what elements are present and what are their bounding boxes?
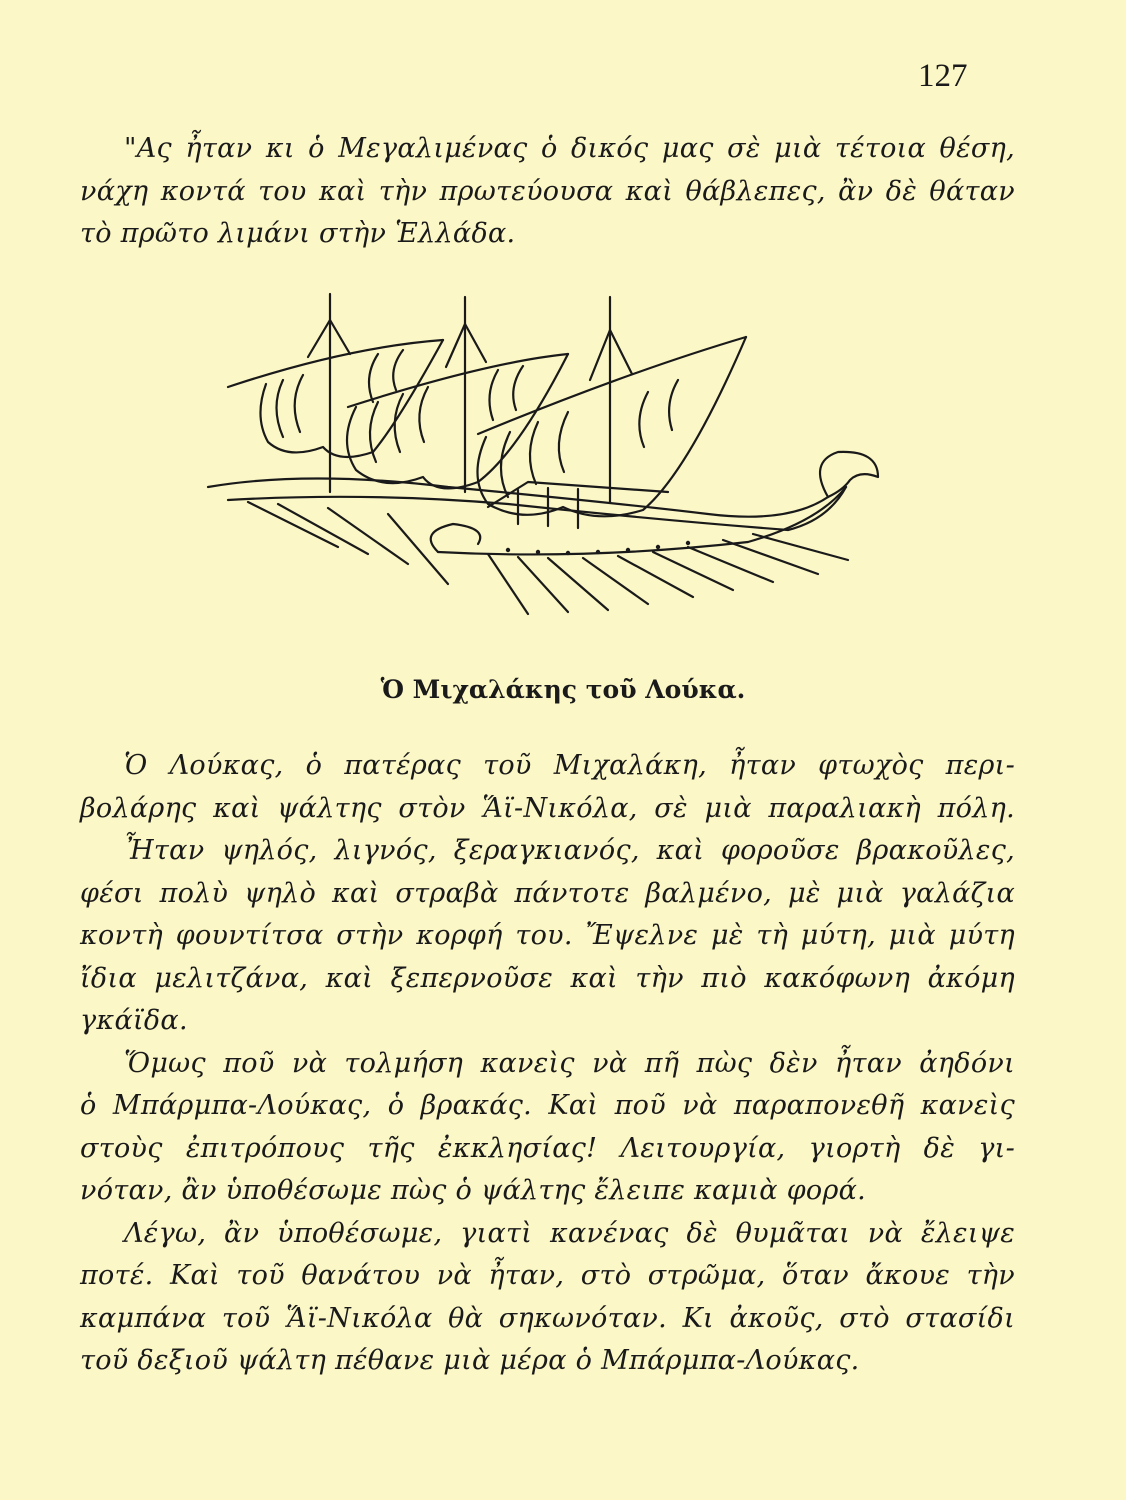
illustration-caption: Ὁ Μιχαλάκης τοῦ Λούκα. <box>380 675 746 704</box>
text-line: ὁ Μπάρμπα-Λούκας, ὁ βρακάς. Καὶ ποῦ νὰ παραπονεθῆ κανεὶς <box>80 1090 1015 1121</box>
text-line: "Ας ἦταν κι ὁ Μεγαλιμένας ὁ δικός μας σὲ μιὰ τέτοια θέση, <box>124 133 1015 164</box>
page-number: 127 <box>918 58 968 94</box>
text-line: κοντὴ φουντίτσα στὴν κορφή του. Ἔψελνε μὲ τὴ μύτη, μιὰ μύτη <box>80 920 1015 951</box>
text-line: καμπάνα τοῦ Ἅϊ-Νικόλα θὰ σηκωνόταν. Κι ἀκοῦς, στὸ στασίδι <box>80 1302 1015 1334</box>
text-line: ποτέ. Καὶ τοῦ θανάτου νὰ ἦταν, στὸ στρῶμα, ὅταν ἄκουε τὴν <box>80 1260 1015 1291</box>
text-line: τοῦ δεξιοῦ ψάλτη πέθανε μιὰ μέρα ὁ Μπάρμπα-Λούκας. <box>80 1345 860 1376</box>
text-line: Ὁ Λούκας, ὁ πατέρας τοῦ Μιχαλάκη, ἦταν φτωχὸς περι- <box>124 750 1015 781</box>
text-line: Ὅμως ποῦ νὰ τολμήση κανεὶς νὰ πῆ πὼς δὲν ἦταν ἀηδόνι <box>124 1047 1015 1079</box>
text-line: γκάϊδα. <box>80 1005 188 1036</box>
galley-ship-illustration <box>188 292 888 642</box>
intro-paragraph <box>80 128 1015 256</box>
text-line: νόταν, ἂν ὑποθέσωμε πὼς ὁ ψάλτης ἔλειπε καμιὰ φορά. <box>80 1175 867 1206</box>
text-line: Ἦταν ψηλός, λιγνός, ξεραγκιανός, καὶ φοροῦσε βρακοῦλες, <box>124 835 1015 866</box>
text-line: τὸ πρῶτο λιμάνι στὴν Ἑλλάδα. <box>80 218 516 249</box>
text-line: νάχη κοντά του καὶ τὴν πρωτεύουσα καὶ θάβλεπες, ἂν δὲ θάταν <box>80 175 1015 207</box>
text-line: στοὺς ἐπιτρόπους τῆς ἐκκλησίας! Λειτουργία, γιορτὴ δὲ γι- <box>80 1132 1015 1164</box>
text-line: ἴδια μελιτζάνα, καὶ ξεπερνοῦσε καὶ τὴν πιὸ κακόφωνη ἀκόμη <box>80 962 1015 994</box>
body-paragraphs <box>80 745 1015 1383</box>
text-line: βολάρης καὶ ψάλτης στὸν Ἅϊ-Νικόλα, σὲ μιὰ παραλιακὴ πόλη. <box>80 792 1015 824</box>
text-line: Λέγω, ἂν ὑποθέσωμε, γιατὶ κανένας δὲ θυμᾶται νὰ ἔλειψε <box>124 1217 1015 1249</box>
text-line: φέσι πολὺ ψηλὸ καὶ στραβὰ πάντοτε βαλμένο, μὲ μιὰ γαλάζια <box>80 877 1015 909</box>
